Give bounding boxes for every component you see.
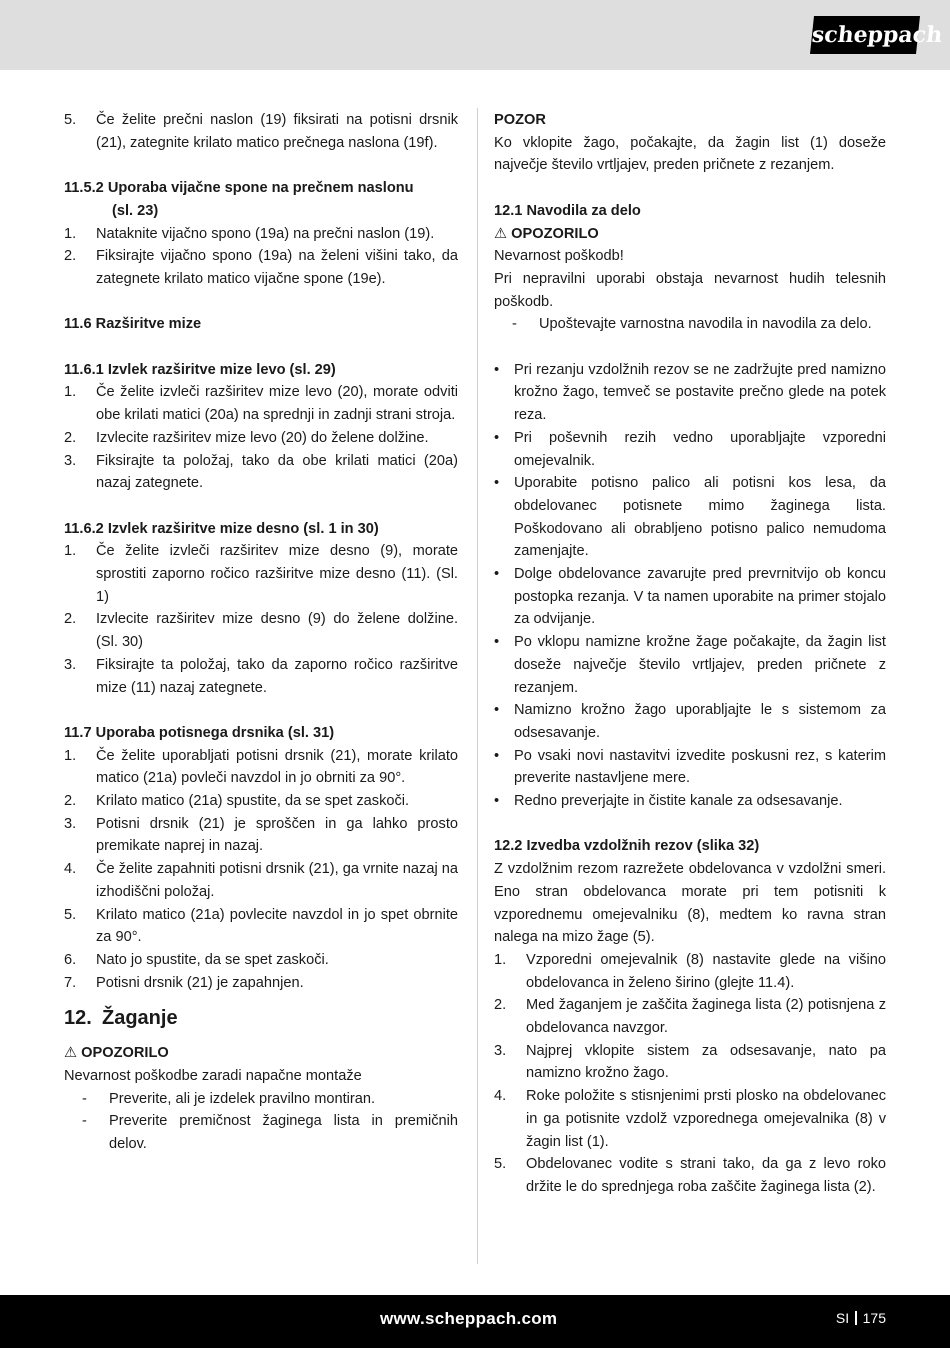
list-item: 1. Nataknite vijačno spono (19a) na prečni naslon (19). bbox=[64, 225, 435, 242]
list-item: 2. Med žaganjem je zaščita žaginega lista (2) potisnjena z obdelovanca navzgor. bbox=[494, 997, 886, 1037]
scheppach-logo: scheppach bbox=[810, 16, 920, 54]
separator bbox=[855, 1311, 857, 1325]
list-item: 2. Krilato matico (21a) spustite, da se spet zaskoči. bbox=[64, 793, 410, 810]
list-item: 4. Če želite zapahniti potisni drsnik (21), ga vrnite nazaj na izhodiščni položaj. bbox=[64, 861, 458, 900]
warning-heading: ⚠ OPOZORILO bbox=[64, 1045, 169, 1062]
pozor-text: Ko vklopite žago, počakajte, da žagin list (1) doseže največje število vrtljajev, preden pričnete z rezanjem. bbox=[494, 134, 886, 174]
section-heading-12-2: 12.2 Izvedba vzdolžnih rezov (slika 32) bbox=[494, 838, 760, 855]
list-item: 5. Če želite prečni naslon (19) fiksirati na potisni drsnik (21), zategnite krilato matico prečnega naslona (19f). bbox=[64, 112, 458, 151]
bullet-item: • Po vklopu namizne krožne žage počakajte, da žagin list doseže največje število vrtljajev, preden pričnete z rezanjem. bbox=[494, 634, 886, 696]
list-item: 1. Če želite uporabljati potisni drsnik (21), morate krilato matico (21a) povleči navzdol in jo obrniti za 90°. bbox=[64, 747, 458, 787]
section-heading-11-5-2: 11.5.2 Uporaba vijačne spone na prečnem naslonu bbox=[64, 180, 414, 197]
list-item: 5. Obdelovanec vodite s strani tako, da ga z levo roko držite le do sprednjega roba zaščite žaginega lista (2). bbox=[494, 1156, 886, 1195]
list-item: 3. Fiksirajte ta položaj, tako da zaporno ročico razširitve mize (11) nazaj zategnete. bbox=[64, 656, 458, 696]
page-footer bbox=[0, 1295, 950, 1348]
pozor-heading: POZOR bbox=[494, 112, 546, 128]
language-code: SI bbox=[835, 1310, 850, 1326]
list-item: - Upoštevajte varnostna navodila in navodila za delo. bbox=[512, 316, 872, 333]
list-item: 2. Izvlecite razširitev mize desno (9) do želene dolžine. (Sl. 30) bbox=[64, 611, 458, 651]
section-heading-11-6-1: 11.6.1 Izvlek razširitve mize levo (sl. 29) bbox=[64, 361, 336, 378]
bullet-item: • Dolge obdelovance zavarujte pred prevrnitvijo ob koncu postopka rezanja. V ta namen uporabite na primer stojalo za odvijanje. bbox=[494, 566, 886, 628]
page-header bbox=[0, 0, 950, 70]
list-item: 1. Vzporedni omejevalnik (8) nastavite glede na višino obdelovanca in želeno širino (glejte 11.4). bbox=[494, 951, 886, 991]
website-link[interactable]: www.scheppach.com bbox=[380, 1309, 558, 1328]
bullet-item: • Redno preverjajte in čistite kanale za odsesavanje. bbox=[494, 793, 843, 810]
warning-text: Nevarnost poškodbe zaradi napačne montaže bbox=[64, 1068, 362, 1085]
list-item: 3. Najprej vklopite sistem za odsesavanje, nato pa namizno krožno žago. bbox=[494, 1042, 886, 1082]
list-item: - Preverite, ali je izdelek pravilno montiran. bbox=[82, 1090, 376, 1107]
page-number bbox=[836, 1310, 886, 1326]
section-intro: Z vzdolžnim rezom razrežete obdelovanca v vzdolžni smeri. Eno stran obdelovanca morate pri tem potisniti k vzporednemu omejevalniku (8), medtem ko ravna stran nalega na mizo žage (5). bbox=[494, 861, 886, 946]
bullet-item: • Namizno krožno žago uporabljajte le s sistemom za odsesavanje. bbox=[494, 702, 886, 741]
list-item: 4. Roke položite s stisnjenimi prsti plosko na obdelovanec in ga potisnite vzdolž vzporednega omejevalnika (8) v žagin list (1). bbox=[494, 1088, 886, 1150]
list-item: 1. Če želite izvleči razširitev mize desno (9), morate sprostiti zaporno ročico razširitve mize desno (11). (Sl. 1) bbox=[64, 543, 458, 605]
section-heading-11-6-2: 11.6.2 Izvlek razširitve mize desno (sl. 1 in 30) bbox=[64, 520, 379, 537]
warning-line: Nevarnost poškodb! bbox=[494, 248, 624, 265]
bullet-item: • Pri rezanju vzdolžnih rezov se ne zadržujte pred namizno krožno žago, temveč se postavite prečno glede na potek reza. bbox=[494, 361, 886, 424]
warning-line: Pri nepravilni uporabi obstaja nevarnost hudih telesnih poškodb. bbox=[494, 270, 886, 310]
bullet-item: • Uporabite potisno palico ali potisni kos lesa, da obdelovanec potisnete mimo žaginega lista. Poškodovano ali obrabljeno potisno palico nemudoma zamenjajte. bbox=[494, 475, 886, 560]
section-heading-12-1: 12.1 Navodila za delo bbox=[494, 202, 641, 219]
list-item: 1. Če želite izvleči razširitev mize levo (20), morate odviti obe krilati matici (20a) na sprednji in zadnji strani stroja. bbox=[64, 384, 458, 424]
list-item: - Preverite premičnost žaginega lista in premičnih delov. bbox=[82, 1113, 458, 1153]
chapter-heading-12: 12. Žaganje bbox=[64, 1007, 178, 1030]
section-heading-cont: (sl. 23) bbox=[112, 202, 159, 219]
list-item: 5. Krilato matico (21a) povlecite navzdol in jo spet obrnite za 90°. bbox=[64, 906, 458, 946]
list-item: 2. Izvlecite razširitev mize levo (20) do želene dolžine. bbox=[64, 429, 429, 446]
section-heading-11-6: 11.6 Razširitve mize bbox=[64, 316, 202, 333]
bullet-item: • Pri poševnih rezih vedno uporabljajte vzporedni omejevalnik. bbox=[494, 429, 886, 469]
list-item: 7. Potisni drsnik (21) je zapahnjen. bbox=[64, 974, 304, 991]
list-item: 3. Potisni drsnik (21) je sproščen in ga lahko prosto premikate naprej in nazaj. bbox=[64, 815, 458, 855]
right-column bbox=[494, 109, 886, 1199]
list-item: 6. Nato jo spustite, da se spet zaskoči. bbox=[64, 951, 329, 968]
warning-icon: ⚠ bbox=[64, 1045, 78, 1062]
list-item: 3. Fiksirajte ta položaj, tako da obe krilati matici (20a) nazaj zategnete. bbox=[64, 452, 458, 492]
left-column bbox=[64, 109, 458, 1156]
section-heading-11-7: 11.7 Uporaba potisnega drsnika (sl. 31) bbox=[64, 724, 335, 741]
warning-icon: ⚠ bbox=[494, 225, 508, 242]
bullet-item: • Po vsaki novi nastavitvi izvedite poskusni rez, s katerim preverite nastavljene mere. bbox=[494, 747, 886, 787]
page-num: 175 bbox=[862, 1310, 886, 1326]
column-divider bbox=[477, 108, 478, 1264]
list-item: 2. Fiksirajte vijačno spono (19a) na želeni višini tako, da zategnete krilato matico vijačne spone (19e). bbox=[64, 248, 458, 287]
warning-heading: ⚠ OPOZORILO bbox=[494, 225, 599, 242]
